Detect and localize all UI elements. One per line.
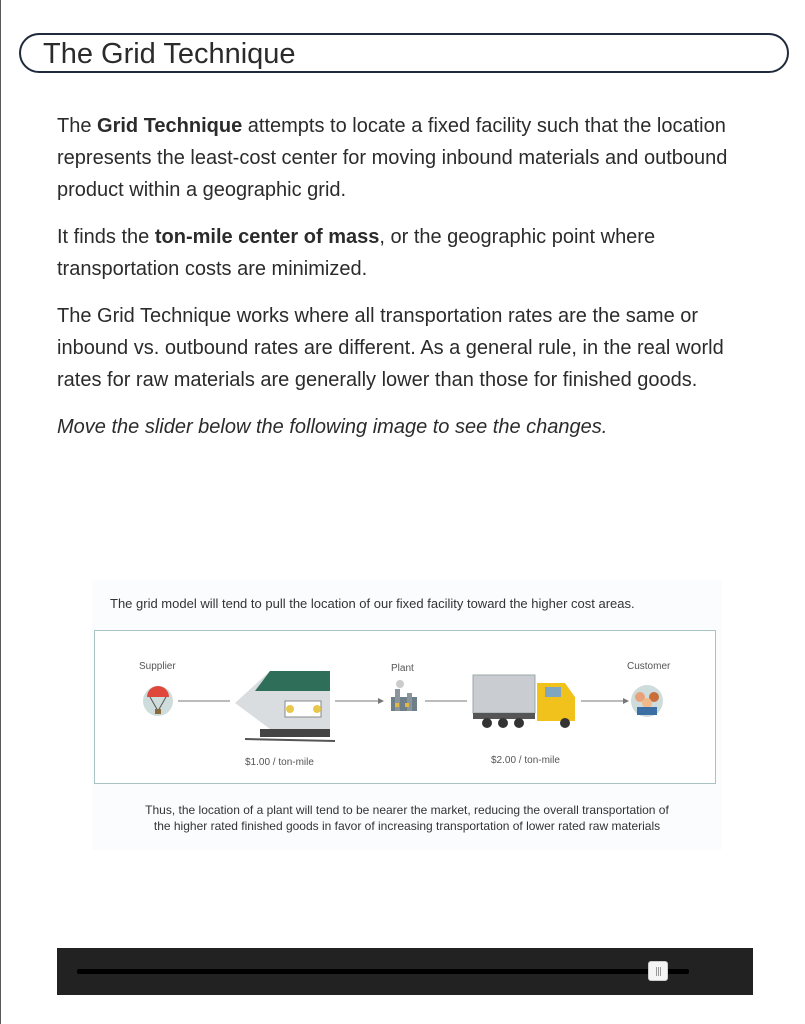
caption-line-1: Thus, the location of a plant will tend to be nearer the market, reducing the overall transportation of xyxy=(145,803,669,817)
title-box xyxy=(19,33,789,73)
slider-handle[interactable] xyxy=(648,961,668,981)
figure-graphics xyxy=(95,631,715,781)
para1-text-c: attempts to locate a fixed facility such that the location represents the least-cost center for moving inbound materials and outbound product within a geographic grid. xyxy=(57,115,728,201)
image-slider[interactable] xyxy=(57,948,753,995)
paragraph-ton-mile xyxy=(57,221,757,285)
grip-line-icon xyxy=(656,967,657,976)
supplier-icon xyxy=(143,686,173,716)
page-title: The Grid Technique xyxy=(43,38,296,70)
figure-title: The grid model will tend to pull the location of our fixed facility toward the higher cost areas. xyxy=(110,596,635,611)
plant-label: Plant xyxy=(391,663,414,674)
para1-bold: Grid Technique xyxy=(97,115,243,137)
paragraph-instruction: Move the slider below the following image to see the changes. xyxy=(57,416,608,438)
rate-inbound-label: $1.00 / ton-mile xyxy=(245,757,314,768)
para2-text-c: , or the geographic point where transportation costs are minimized. xyxy=(57,226,656,280)
grid-model-figure xyxy=(92,580,722,850)
para2-bold: ton-mile center of mass xyxy=(154,226,380,248)
plant-icon xyxy=(391,680,417,711)
customer-icon xyxy=(631,685,663,717)
grip-line-icon xyxy=(658,967,659,976)
slider-track[interactable] xyxy=(77,969,689,974)
supplier-label: Supplier xyxy=(139,661,176,672)
content-body xyxy=(57,110,757,458)
train-icon xyxy=(235,671,335,741)
rate-outbound-label: $2.00 / ton-mile xyxy=(491,755,560,766)
figure-caption xyxy=(112,802,702,834)
para1-text-a: The xyxy=(57,115,98,137)
caption-line-2: the higher rated finished goods in favor of increasing transportation of lower rated raw materials xyxy=(153,819,661,833)
grip-line-icon xyxy=(660,967,661,976)
figure-diagram-box xyxy=(94,630,716,784)
para2-text-a: It finds the xyxy=(57,226,155,248)
customer-label: Customer xyxy=(627,661,671,672)
truck-icon xyxy=(473,675,575,728)
paragraph-rates: The Grid Technique works where all transportation rates are the same or inbound vs. outbound rates are different. As a general rule, in the real world rates for raw materials are generally lower than those for finished goods. xyxy=(57,305,724,391)
paragraph-intro xyxy=(57,110,757,206)
